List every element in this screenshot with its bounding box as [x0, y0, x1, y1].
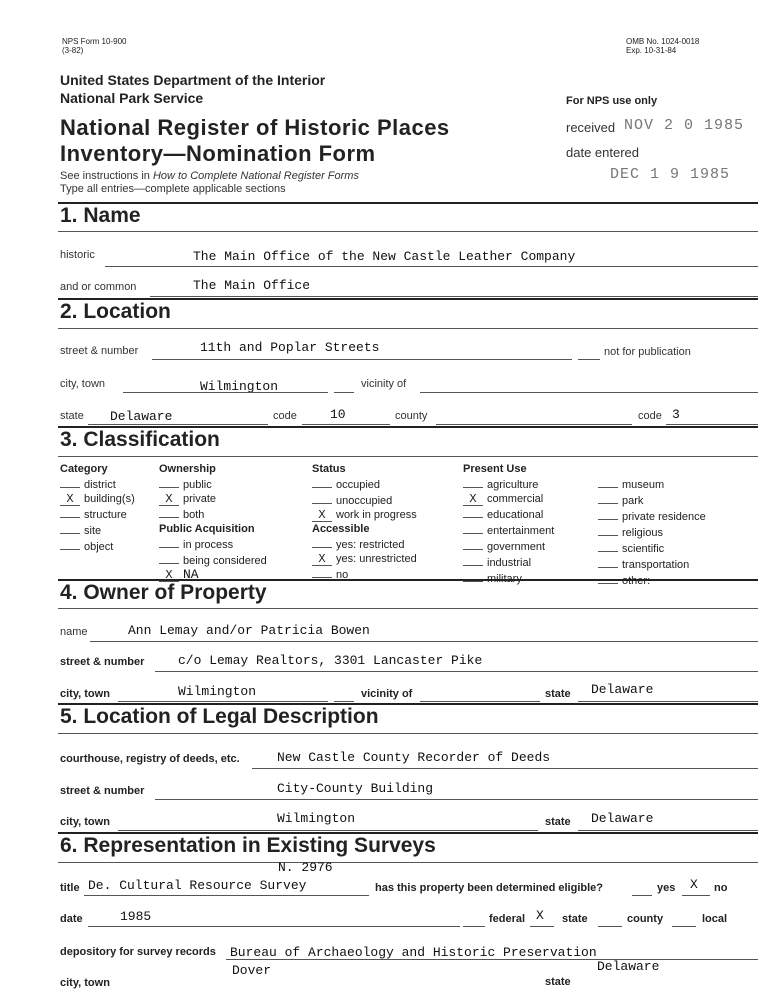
city-value: Wilmington	[200, 379, 279, 394]
section-divider	[58, 456, 758, 457]
omb-number: OMB No. 1024-0018	[626, 37, 700, 46]
field-underline	[578, 701, 758, 702]
field-underline	[302, 424, 390, 425]
code-label: code	[273, 410, 297, 422]
section-divider	[58, 328, 758, 329]
option-public: public	[159, 476, 267, 492]
option-object: object	[60, 538, 135, 554]
county-code-value: 3	[672, 407, 680, 422]
field-underline	[420, 701, 540, 702]
field-underline	[578, 830, 758, 831]
section-2-title: 2. Location	[60, 300, 171, 323]
checkbox-blank	[598, 926, 622, 927]
instructions-line1: See instructions in How to Complete National Register Forms	[60, 170, 359, 182]
field-underline	[150, 296, 758, 297]
historic-name: The Main Office of the New Castle Leather Company	[193, 249, 576, 264]
legal-street-label: street & number	[60, 785, 145, 797]
section-4-title: 4. Owner of Property	[60, 581, 267, 604]
checkbox-blank	[682, 895, 710, 896]
option-occupied: occupied	[312, 476, 417, 492]
owner-vicinity-label: vicinity of	[361, 688, 413, 700]
field-underline	[155, 799, 758, 800]
field-underline	[155, 671, 758, 672]
option-industrial: industrial	[463, 554, 554, 570]
field-underline	[88, 926, 460, 927]
not-for-publication-label: not for publication	[604, 346, 691, 358]
city-label: city, town	[60, 378, 106, 390]
depository-state-value: Delaware	[597, 959, 660, 974]
owner-street-label: street & number	[60, 656, 145, 668]
option-na: X NA	[159, 568, 267, 582]
option-other: other:	[598, 572, 706, 588]
checkbox-blank	[632, 895, 652, 896]
date-entered-stamp: DEC 1 9 1985	[610, 166, 731, 183]
option-no: no	[312, 566, 417, 582]
present-use-header: Present Use	[463, 463, 527, 475]
omb-expiration: Exp. 10-31-84	[626, 46, 677, 55]
eligible-label: has this property been determined eligible?	[375, 882, 603, 894]
field-underline	[152, 359, 572, 360]
field-underline	[105, 266, 758, 267]
option-museum: museum	[598, 476, 706, 492]
county-label: county	[395, 410, 428, 422]
instructions-line2: Type all entries—complete applicable sections	[60, 183, 286, 195]
historic-label: historic	[60, 249, 95, 261]
option-private: X private	[159, 492, 267, 506]
common-name: The Main Office	[193, 278, 311, 293]
depository-city-value: Dover	[232, 963, 272, 978]
eligible-no-mark: X	[690, 877, 698, 892]
legal-city-value: Wilmington	[277, 811, 356, 826]
survey-title-label: title	[60, 882, 80, 894]
form-revision: (3-82)	[62, 46, 84, 55]
option-unoccupied: unoccupied	[312, 492, 417, 508]
section-1-title: 1. Name	[60, 204, 141, 227]
option-scientific: scientific	[598, 540, 706, 556]
section-6-title: 6. Representation in Existing Surveys	[60, 834, 436, 857]
category-header: Category	[60, 463, 108, 475]
form-title-line2: Inventory—Nomination Form	[60, 141, 376, 166]
option-transportation: transportation	[598, 556, 706, 572]
owner-street: c/o Lemay Realtors, 3301 Lancaster Pike	[178, 653, 483, 668]
depository-state-label: state	[545, 976, 571, 988]
eligible-no-label: no	[714, 882, 728, 894]
present-use-column-2	[598, 476, 706, 588]
option-yes-unrestricted: X yes: unrestricted	[312, 552, 417, 566]
section-divider	[58, 202, 758, 204]
option-religious: religious	[598, 524, 706, 540]
section-divider	[58, 733, 758, 734]
owner-city-label: city, town	[60, 688, 110, 700]
owner-name: Ann Lemay and/or Patricia Bowen	[128, 623, 370, 638]
legal-state-label: state	[545, 816, 571, 828]
depository-city-label: city, town	[60, 977, 110, 989]
field-underline	[118, 830, 538, 831]
field-underline	[88, 424, 268, 425]
option-entertainment: entertainment	[463, 522, 554, 538]
option-work-in-progress: X work in progress	[312, 508, 417, 522]
present-use-column	[463, 462, 554, 586]
checkbox-blank	[530, 926, 554, 927]
field-underline	[420, 392, 758, 393]
status-header: Status	[312, 463, 346, 475]
owner-name-label: name	[60, 626, 88, 638]
option-district: district	[60, 476, 135, 492]
owner-city: Wilmington	[178, 684, 257, 699]
field-underline	[123, 392, 328, 393]
checkbox-blank	[334, 701, 354, 702]
field-underline	[252, 768, 758, 769]
street-value: 11th and Poplar Streets	[200, 340, 380, 355]
field-underline	[226, 959, 758, 960]
depository-value: Bureau of Archaeology and Historic Preservation	[230, 945, 597, 960]
street-label: street & number	[60, 345, 139, 357]
category-column	[60, 462, 135, 554]
federal-label: federal	[489, 913, 526, 925]
courthouse-label: courthouse, registry of deeds, etc.	[60, 753, 240, 765]
survey-date-value: 1985	[120, 909, 152, 924]
survey-number: N. 2976	[278, 860, 333, 875]
option-site: site	[60, 522, 135, 538]
option-government: government	[463, 538, 554, 554]
checkbox-blank	[578, 359, 600, 360]
agency-department: United States Department of the Interior	[60, 72, 326, 88]
county-survey-label: county	[627, 913, 664, 925]
checkbox-blank	[672, 926, 696, 927]
date-entered-label: date entered	[566, 145, 640, 160]
option-military: military	[463, 570, 554, 586]
section-5-title: 5. Location of Legal Description	[60, 705, 379, 728]
common-name-label: and or common	[60, 281, 137, 293]
option-in-process: in process	[159, 536, 267, 552]
courthouse-value: New Castle County Recorder of Deeds	[277, 750, 551, 765]
option-commercial: X commercial	[463, 492, 554, 506]
section-divider	[58, 608, 758, 609]
checkbox-blank	[463, 926, 485, 927]
option-park: park	[598, 492, 706, 508]
owner-state-label: state	[545, 688, 571, 700]
field-underline	[436, 424, 632, 425]
legal-state-value: Delaware	[591, 811, 654, 826]
option-agriculture: agriculture	[463, 476, 554, 492]
received-stamp: NOV 2 0 1985	[624, 117, 745, 134]
section-divider	[58, 231, 758, 232]
received-label: received	[566, 120, 616, 135]
field-underline	[90, 641, 758, 642]
state-value: Delaware	[110, 409, 173, 424]
survey-title-value: De. Cultural Resource Survey	[88, 878, 307, 893]
legal-city-label: city, town	[60, 816, 110, 828]
public-acquisition-header: Public Acquisition	[159, 523, 255, 535]
section-divider	[58, 862, 758, 863]
survey-date-label: date	[60, 913, 83, 925]
vicinity-label: vicinity of	[361, 378, 407, 390]
option-being-considered: being considered	[159, 552, 267, 568]
field-underline	[118, 701, 328, 702]
code-value: 10	[330, 407, 346, 422]
state-label: state	[60, 410, 84, 422]
option-educational: educational	[463, 506, 554, 522]
eligible-yes-label: yes	[657, 882, 676, 894]
depository-label: depository for survey records	[60, 946, 216, 958]
field-underline	[84, 895, 369, 896]
local-survey-label: local	[702, 913, 728, 925]
ownership-column	[159, 462, 267, 582]
form-title-line1: National Register of Historic Places	[60, 115, 450, 140]
ownership-header: Ownership	[159, 463, 216, 475]
state-survey-label: state	[562, 913, 588, 925]
field-underline	[666, 424, 758, 425]
form-number: NPS Form 10-900	[62, 37, 127, 46]
option-yes-restricted: yes: restricted	[312, 536, 417, 552]
state-mark: X	[536, 908, 544, 923]
option-private-residence: private residence	[598, 508, 706, 524]
owner-state: Delaware	[591, 682, 654, 697]
legal-street-value: City-County Building	[277, 781, 434, 796]
section-3-title: 3. Classification	[60, 428, 220, 451]
option-buildings: X building(s)	[60, 492, 135, 506]
checkbox-blank	[334, 392, 354, 393]
county-code-label: code	[638, 410, 662, 422]
option-structure: structure	[60, 506, 135, 522]
status-column	[312, 462, 417, 582]
agency-service: National Park Service	[60, 90, 204, 106]
nps-use-label: For NPS use only	[566, 95, 658, 107]
accessible-header: Accessible	[312, 523, 370, 535]
option-both: both	[159, 506, 267, 522]
